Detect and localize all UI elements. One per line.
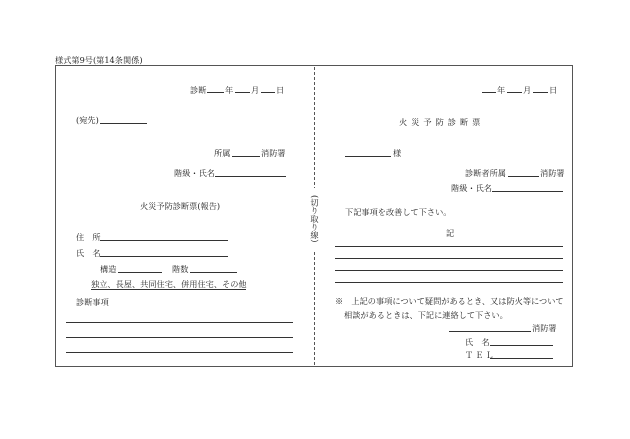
right-contact-name-field[interactable] xyxy=(490,345,553,346)
left-date-day-field[interactable] xyxy=(261,92,275,93)
right-date-day-label: 日 xyxy=(549,85,558,95)
left-name-field[interactable] xyxy=(100,256,228,257)
right-date-year-field[interactable] xyxy=(482,92,496,93)
left-structure-field[interactable] xyxy=(118,272,162,273)
right-station-suffix: 消防署 xyxy=(532,323,557,333)
left-date-prefix: 診断 xyxy=(190,85,207,95)
right-date-month-label: 月 xyxy=(523,85,532,95)
right-items-line-3[interactable] xyxy=(335,270,563,271)
left-structure-label: 構造 xyxy=(100,264,117,274)
left-date-month-field[interactable] xyxy=(235,92,250,93)
left-affiliation-field[interactable] xyxy=(232,156,260,157)
right-recipient-field[interactable] xyxy=(345,156,391,157)
right-items-line-1[interactable] xyxy=(335,246,563,247)
left-rank-name-field[interactable] xyxy=(215,176,286,177)
right-items-line-2[interactable] xyxy=(335,258,563,259)
left-date-month-label: 月 xyxy=(251,85,260,95)
right-note-line-2: 相談があるときは、下記に連絡して下さい。 xyxy=(344,310,508,320)
right-honorific: 様 xyxy=(393,148,402,158)
left-address-field[interactable] xyxy=(100,240,228,241)
left-items-line-1[interactable] xyxy=(66,322,293,323)
right-tel-field[interactable] xyxy=(490,358,553,359)
right-date-year-label: 年 xyxy=(497,85,506,95)
right-contact-name-label: 氏 名 xyxy=(465,337,490,347)
right-title: 火災予防診断票 xyxy=(399,117,485,127)
left-items-label: 診断事項 xyxy=(76,297,109,307)
right-ki: 記 xyxy=(446,228,455,238)
right-affiliation-label: 診断者所属 xyxy=(465,168,506,178)
left-affiliation-suffix: 消防署 xyxy=(261,148,286,158)
left-date-year-label: 年 xyxy=(225,85,234,95)
left-floors-label: 階数 xyxy=(172,264,189,274)
left-name-label: 氏 名 xyxy=(76,248,101,258)
cut-line-label: (切り取り線) xyxy=(308,188,321,250)
right-tel-label: ＴＥＬ xyxy=(465,350,496,360)
left-items-line-2[interactable] xyxy=(66,337,293,338)
right-affiliation-suffix: 消防署 xyxy=(540,168,565,178)
right-note-line-1: ※ 上記の事項について疑問があるとき、又は防火等について xyxy=(335,296,564,306)
left-building-types: 独立、長屋、共同住宅、併用住宅、その他 xyxy=(91,279,247,289)
right-rank-name-label: 階級・氏名 xyxy=(451,183,492,193)
right-affiliation-field[interactable] xyxy=(508,176,539,177)
left-addressee-label: (宛先) xyxy=(76,115,99,125)
right-date-month-field[interactable] xyxy=(507,92,522,93)
right-station-field[interactable] xyxy=(449,331,531,332)
left-addressee-field[interactable] xyxy=(100,123,147,124)
left-building-types-underline xyxy=(91,289,246,290)
left-title: 火災予防診断票(報告) xyxy=(140,201,221,211)
left-address-label: 住 所 xyxy=(76,232,101,242)
right-date-day-field[interactable] xyxy=(533,92,548,93)
left-affiliation-label: 所属 xyxy=(214,148,231,158)
left-items-line-3[interactable] xyxy=(66,352,293,353)
left-date-day-label: 日 xyxy=(276,85,285,95)
form-number: 様式第9号(第14条関係) xyxy=(55,55,143,65)
right-instruction: 下記事項を改善して下さい。 xyxy=(345,207,452,217)
right-items-line-4[interactable] xyxy=(335,282,563,283)
left-rank-name-label: 階級・氏名 xyxy=(174,168,215,178)
left-floors-field[interactable] xyxy=(190,272,237,273)
right-rank-name-field[interactable] xyxy=(492,191,563,192)
left-date-year-field[interactable] xyxy=(207,92,224,93)
